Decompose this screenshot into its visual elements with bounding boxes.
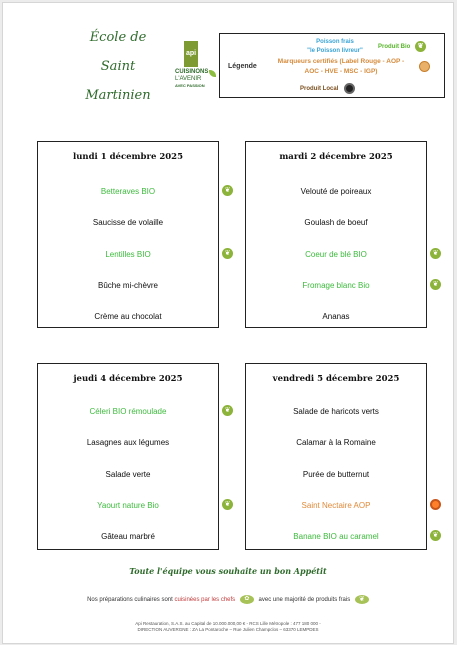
logo-text: CUISINONS [175, 69, 209, 75]
legend-fish-line: "le Poisson livreur" [307, 48, 363, 54]
legend-bio-label: Produit Bio [378, 44, 411, 51]
day-box-tuesday [245, 141, 439, 328]
dish: Crème au chocolat [94, 312, 162, 321]
prep-highlight: cuisinées par les chefs [174, 597, 236, 604]
dish: Gâteau marbré [101, 532, 155, 541]
dish: Salade verte [105, 470, 151, 479]
dish: Saucisse de volaille [92, 218, 164, 227]
school-name-line: Martinien [85, 88, 151, 103]
dish: Goulash de boeuf [304, 218, 368, 227]
dish: Betteraves BIO [100, 187, 156, 196]
dish: Calamar à la Romaine [296, 438, 376, 447]
leaf-icon: ❦ [415, 41, 426, 52]
dish: Velouté de poireaux [300, 187, 372, 196]
leaf-icon: ❦ [222, 248, 233, 259]
school-name-line: Saint [100, 59, 136, 74]
leaf-icon: ❦ [430, 530, 441, 541]
legend-box [219, 33, 445, 98]
leaf-icon: ❦ [222, 499, 233, 510]
legend-fish-line: Poisson frais [316, 39, 354, 45]
legend-label-line: Marqueurs certifiés (Label Rouge - AOP - [277, 58, 405, 65]
chef-hat-icon: ✿ [240, 595, 254, 604]
local-product-icon [344, 83, 355, 94]
fresh-produce-icon: ❦ [355, 595, 369, 604]
school-name [73, 23, 163, 110]
motto: Toute l'équipe vous souhaite un bon Appétit [129, 566, 327, 576]
footer-line: Api Restauration, S.A.S. au Capital de 10.000.000,00 € - RCS Lille Métropole : 477 180 000 - [135, 621, 321, 626]
legend-label-line: AOC - HVE - MSC - IGP) [304, 68, 378, 75]
logo-text: L'AVENIR [175, 76, 202, 82]
preparation-note [3, 595, 453, 604]
dish: Yaourt nature Bio [97, 501, 159, 510]
day-box-thursday [37, 363, 231, 550]
footer-line: DIRECTION AUVERGNE : ZA La Pontaroche – Rue Julien Champclos – 63370 LEMPDES [137, 627, 319, 632]
dish: Coeur de blé BIO [305, 250, 367, 259]
dish: Bûche mi-chèvre [97, 281, 159, 290]
leaf-icon: ❦ [222, 185, 233, 196]
dish: Salade de haricots verts [293, 407, 379, 416]
day-header: jeudi 4 décembre 2025 [73, 374, 183, 384]
leaf-icon: ❦ [430, 279, 441, 290]
dish: Lasagnes aux légumes [86, 438, 170, 447]
legend-local-label: Produit Local [300, 86, 339, 93]
label-rouge-icon [419, 61, 430, 72]
logo-mark: api [184, 41, 198, 67]
dish: Purée de butternut [302, 470, 370, 479]
prep-text: Nos préparations culinaires sont [87, 597, 173, 604]
legend-local [300, 83, 355, 94]
logo-text: AVEC PASSION [175, 83, 205, 88]
menu-page [2, 2, 454, 644]
dish: Fromage blanc Bio [302, 281, 370, 290]
aop-badge-icon [430, 499, 441, 510]
school-name-line: École de [89, 30, 147, 45]
day-header: lundi 1 décembre 2025 [73, 152, 183, 162]
logo-leaf-icon [209, 70, 216, 77]
legend-bio [378, 41, 426, 52]
prep-text: avec une majorité de produits frais [258, 597, 351, 604]
day-box-friday [245, 363, 439, 550]
leaf-icon: ❦ [430, 248, 441, 259]
footer [3, 621, 453, 633]
dish: Banane BIO au caramel [293, 532, 379, 541]
day-header: vendredi 5 décembre 2025 [272, 374, 400, 384]
legend-title: Légende [228, 63, 257, 70]
legend-fresh-fish [300, 38, 370, 56]
legend-certified-markers [268, 57, 414, 77]
leaf-icon: ❦ [222, 405, 233, 416]
dish: Céleri BIO rémoulade [89, 407, 167, 416]
day-box-monday [37, 141, 231, 328]
dish: Ananas [322, 312, 350, 321]
day-header: mardi 2 décembre 2025 [279, 152, 393, 162]
dish: Lentilles BIO [105, 250, 151, 259]
dish: Saint Nectaire AOP [301, 501, 371, 510]
